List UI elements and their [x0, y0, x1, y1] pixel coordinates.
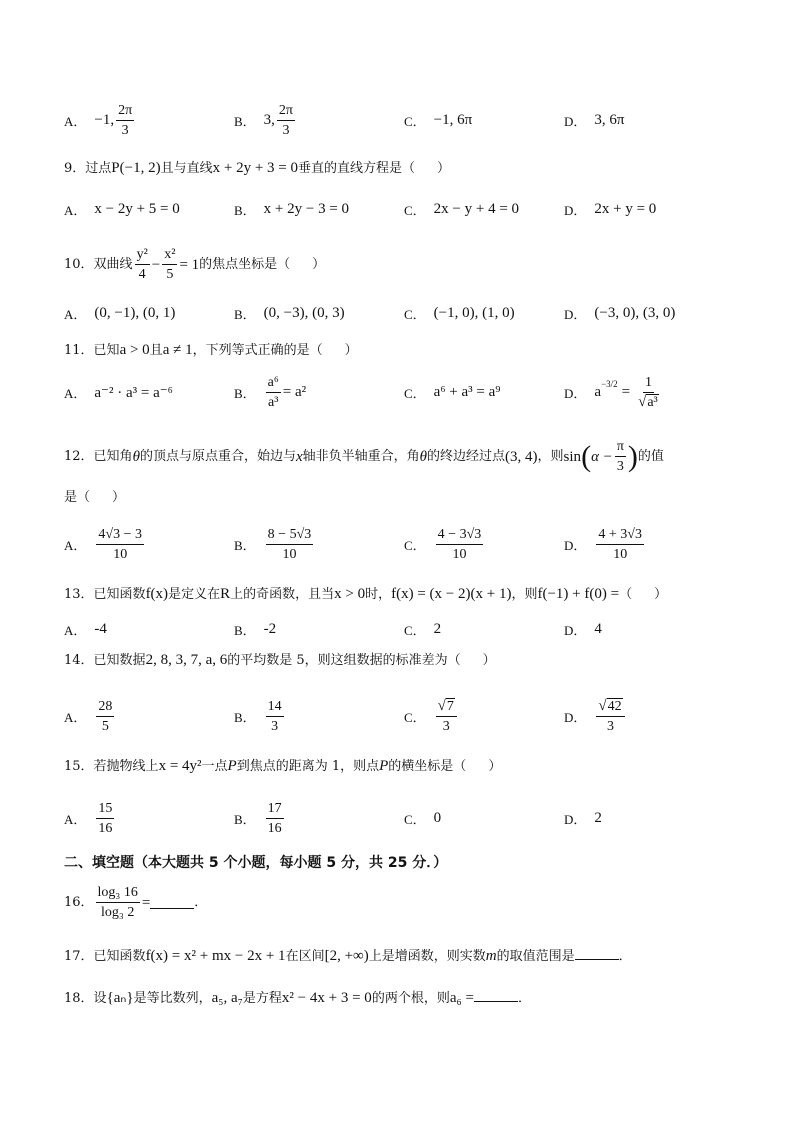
q12-stem-line2: 是（ ）: [64, 490, 126, 505]
q15-option-c: C． 0: [404, 809, 442, 827]
q10-option-c: C． (−1, 0), (1, 0): [404, 305, 515, 322]
q12-option-d: D． $\frac{4 + 3√3}{10}$: [564, 526, 642, 562]
q8-option-b: B． 3, $\frac{2\pi}{3}$: [234, 102, 293, 138]
q13-options: [0, 620, 794, 640]
q13-option-d: D． 4: [564, 621, 602, 638]
q11-option-c: C． a⁶ + a³ = a⁹: [404, 383, 501, 401]
q8-b-fraction: $\frac{2\pi}{3}$: [278, 102, 293, 138]
q9-option-b: B． x + 2y − 3 = 0: [234, 201, 350, 218]
q11-stem: 11．已知a > 0且a ≠ 1，下列等式正确的是（ ）: [64, 342, 358, 358]
q11-option-d: D． a $^{-3/2}$ = 1 √ a³: [564, 370, 663, 414]
q13-option-b: B． -2: [234, 621, 277, 638]
q14-option-d: D． √ 42 3: [564, 694, 627, 738]
q12-option-b: B． $\frac{8 - 5√3}{10}$: [234, 526, 312, 562]
q8-option-c: C． −1, 6π: [404, 111, 473, 129]
q10-options: [0, 304, 794, 326]
q10-frac-x: $\frac{\text{x²}}{5}$: [164, 247, 176, 282]
q10-frac-y: $\frac{\text{y²}}{4}$: [136, 247, 148, 282]
q10-stem: 10． 双曲线 $\frac{\text{y²}}{4}$ − $\frac{\text{x²}}{5}$ = 1 的焦点坐标是（ ）: [64, 247, 326, 282]
section-2-heading: 二、填空题（本大题共 5 个小题，每小题 5 分，共 25 分．）: [64, 855, 448, 871]
q8-options: [0, 100, 794, 140]
q16-fraction: $\frac{\text{log₃ 16}}{\text{log₃ 2}}$: [97, 885, 138, 920]
q13-stem: 13．已知函数f(x)是定义在R上的奇函数，且当x > 0时，f(x) = (x − 2)(x + 1)，则f(−1) + f(0) =（ ）: [64, 586, 668, 602]
q14-stem: 14．已知数据2, 8, 3, 7, a, 6的平均数是 5，则这组数据的标准差为（ ）: [64, 652, 496, 668]
q9-stem: 9．过点P(−1, 2)且与直线x + 2y + 3 = 0垂直的直线方程是（ ）: [64, 160, 451, 176]
q16-answer-blank[interactable]: [150, 896, 194, 909]
q15-option-a: A． $\frac{15}{16}$: [64, 800, 113, 836]
q12-option-a: A． $\frac{4√3 - 3}{10}$: [64, 526, 142, 562]
q10-option-a: A． (0, −1), (0, 1): [64, 305, 176, 322]
q9-option-a: A． x − 2y + 5 = 0: [64, 201, 180, 218]
q17-stem: 17．已知函数f(x) = x² + mx − 2x + 1在区间[2, +∞)上是增函数，则实数m的取值范围是 ．: [64, 948, 632, 964]
q14-option-a: A． $\frac{28}{5}$: [64, 698, 113, 734]
q12-option-c: C． $\frac{4 - 3√3}{10}$: [404, 526, 482, 562]
q9-options: [0, 200, 794, 222]
q15-stem: 15．若抛物线上x = 4y²一点P到焦点的距离为 1，则点P的横坐标是（ ）: [64, 758, 502, 774]
q11-b-fraction: $\frac{\text{a⁶}}{\text{a³}}$: [267, 374, 279, 410]
q11-options: [0, 370, 794, 414]
q9-option-d: D． 2x + y = 0: [564, 201, 657, 218]
q14-option-b: B． $\frac{14}{3}$: [234, 698, 282, 734]
q11-option-a: A． a⁻² · a³ = a⁻⁶: [64, 384, 173, 401]
q13-option-c: C． 2: [404, 621, 442, 638]
q8-option-d: D． 3, 6π: [564, 111, 625, 129]
q12-pi-fraction: $\frac{\pi}{3}$: [616, 439, 624, 474]
q9-option-c: C． 2x − y + 4 = 0: [404, 201, 520, 218]
q18-stem: 18．设{aₙ}是等比数列，a₅, a₇是方程x² − 4x + 3 = 0的两个根，则a₆ = ．: [64, 990, 531, 1006]
q8-a-fraction: $\frac{2\pi}{3}$: [118, 102, 133, 138]
q11-option-b: B． $\frac{\text{a⁶}}{\text{a³}}$ = a²: [234, 374, 307, 410]
q14-options: [0, 694, 794, 738]
q16-stem: 16． $\frac{\text{log₃ 16}}{\text{log₃ 2}}$ = ．: [64, 885, 208, 920]
q17-answer-blank[interactable]: [575, 947, 619, 960]
q15-option-d: D． 2: [564, 809, 602, 827]
q15-option-b: B． $\frac{17}{16}$: [234, 800, 282, 836]
q14-option-c: C． √ 7 3: [404, 694, 459, 738]
q18-answer-blank[interactable]: [474, 989, 518, 1002]
q10-option-b: B． (0, −3), (0, 3): [234, 305, 345, 322]
q11-d-fraction: 1 √ a³: [638, 374, 658, 410]
q10-option-d: D． (−3, 0), (3, 0): [564, 305, 676, 322]
q12-stem: 12． 已知角 θ 的顶点与原点重合，始边与 x 轴非负半轴重合，角 θ 的终边经过点 (3, 4) ，则 sin ( α − $\frac{\pi}{3}$ ) 的值: [64, 439, 664, 474]
q8-option-a: A． −1, $\frac{2\pi}{3}$: [64, 102, 133, 138]
q12-options: [0, 522, 794, 566]
q15-options: [0, 796, 794, 840]
q13-option-a: A． -4: [64, 621, 107, 638]
